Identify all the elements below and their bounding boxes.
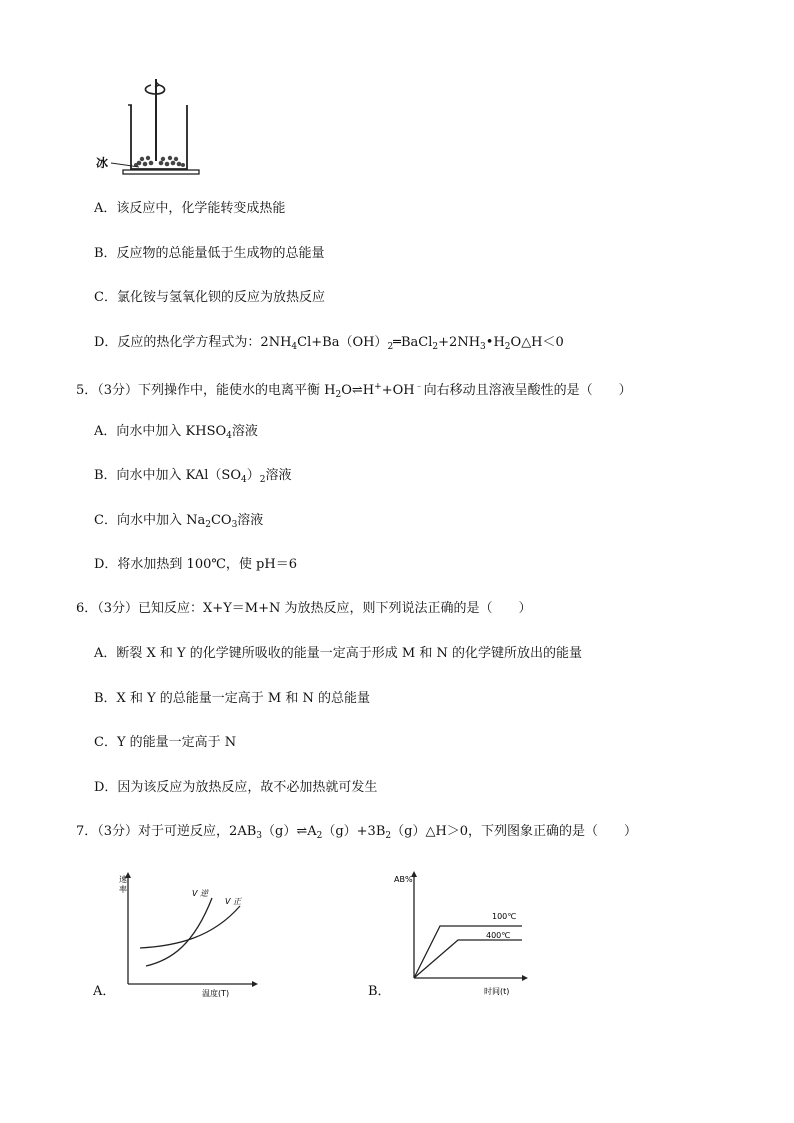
graph-a-v-forward-curve <box>140 906 240 948</box>
q5-option-b: B．向水中加入 $KAl(SO_4)_2$溶液 <box>94 468 292 485</box>
graph-a-curve1-label: V 逆 <box>192 889 209 898</box>
q5-option-d: D．将水加热到 100℃，使 pH＝6 <box>94 557 297 572</box>
q6-option-d: D．因为该反应为放热反应，故不必加热就可发生 <box>94 780 378 795</box>
q5-option-a: A．向水中加入 $KHSO_4$溶液 <box>94 424 258 441</box>
q5-option-c: C．向水中加入 $Na_2CO_3$溶液 <box>94 513 264 530</box>
graph-b-ylabel: AB% <box>394 875 413 884</box>
graph-a-ylabel-2: 率 <box>119 885 127 894</box>
q4-option-a: A．该反应中，化学能转变成热能 <box>94 201 286 216</box>
q4-option-b: B．反应物的总能量低于生成物的总能量 <box>94 246 325 261</box>
q6-option-b: B．X 和 Y 的总能量一定高于 M 和 N 的总能量 <box>94 691 371 706</box>
graph-a-v-reverse-curve <box>146 898 212 966</box>
graph-a-curve2-label: V 正 <box>225 897 242 906</box>
q5-stem: 5．（3分）下列操作中，能使水的电离平衡 $H_2O\rightleftharpoons H^++OH^﹣$向右移动且溶液呈酸性的是（ ） <box>76 382 632 400</box>
q6-option-a: A．断裂 X 和 Y 的化学键所吸收的能量一定高于形成 M 和 N 的化学键所放出的能量 <box>94 646 582 661</box>
q4-option-c: C．氯化铵与氢氧化钡的反应为放热反应 <box>94 290 325 305</box>
graph-b-xlabel: 时间(t) <box>484 987 510 996</box>
q7-option-a-label: A． <box>93 984 116 999</box>
graph-a <box>112 868 262 1000</box>
q7-option-b-label: B． <box>368 984 391 999</box>
q6-stem: 6．（3分）已知反应：X+Y＝M+N 为放热反应，则下列说法正确的是（ ） <box>76 601 532 616</box>
graph-a-ylabel-1: 速 <box>119 875 127 884</box>
q6-option-c: C．Y 的能量一定高于 N <box>94 735 237 750</box>
q7-stem: 7．（3分）对于可逆反应，$2AB_3(g)\rightleftharpoons A_2(g)+3B_2(g)\triangle H>0$，下列图象正确的是（ ） <box>76 824 638 841</box>
graph-b <box>388 866 538 1000</box>
graph-a-xlabel: 温度(T) <box>202 989 230 998</box>
beaker-figure <box>95 75 200 177</box>
graph-b-line1-label: 100℃ <box>492 912 517 921</box>
q4-option-d: D．反应的热化学方程式为：$2NH_4Cl+Ba(OH)_2═BaCl_2+2NH_3•H_2O\triangle H<0$ <box>94 335 564 352</box>
ice-label: 冰 <box>96 156 109 170</box>
graph-b-line2-label: 400℃ <box>486 931 511 940</box>
